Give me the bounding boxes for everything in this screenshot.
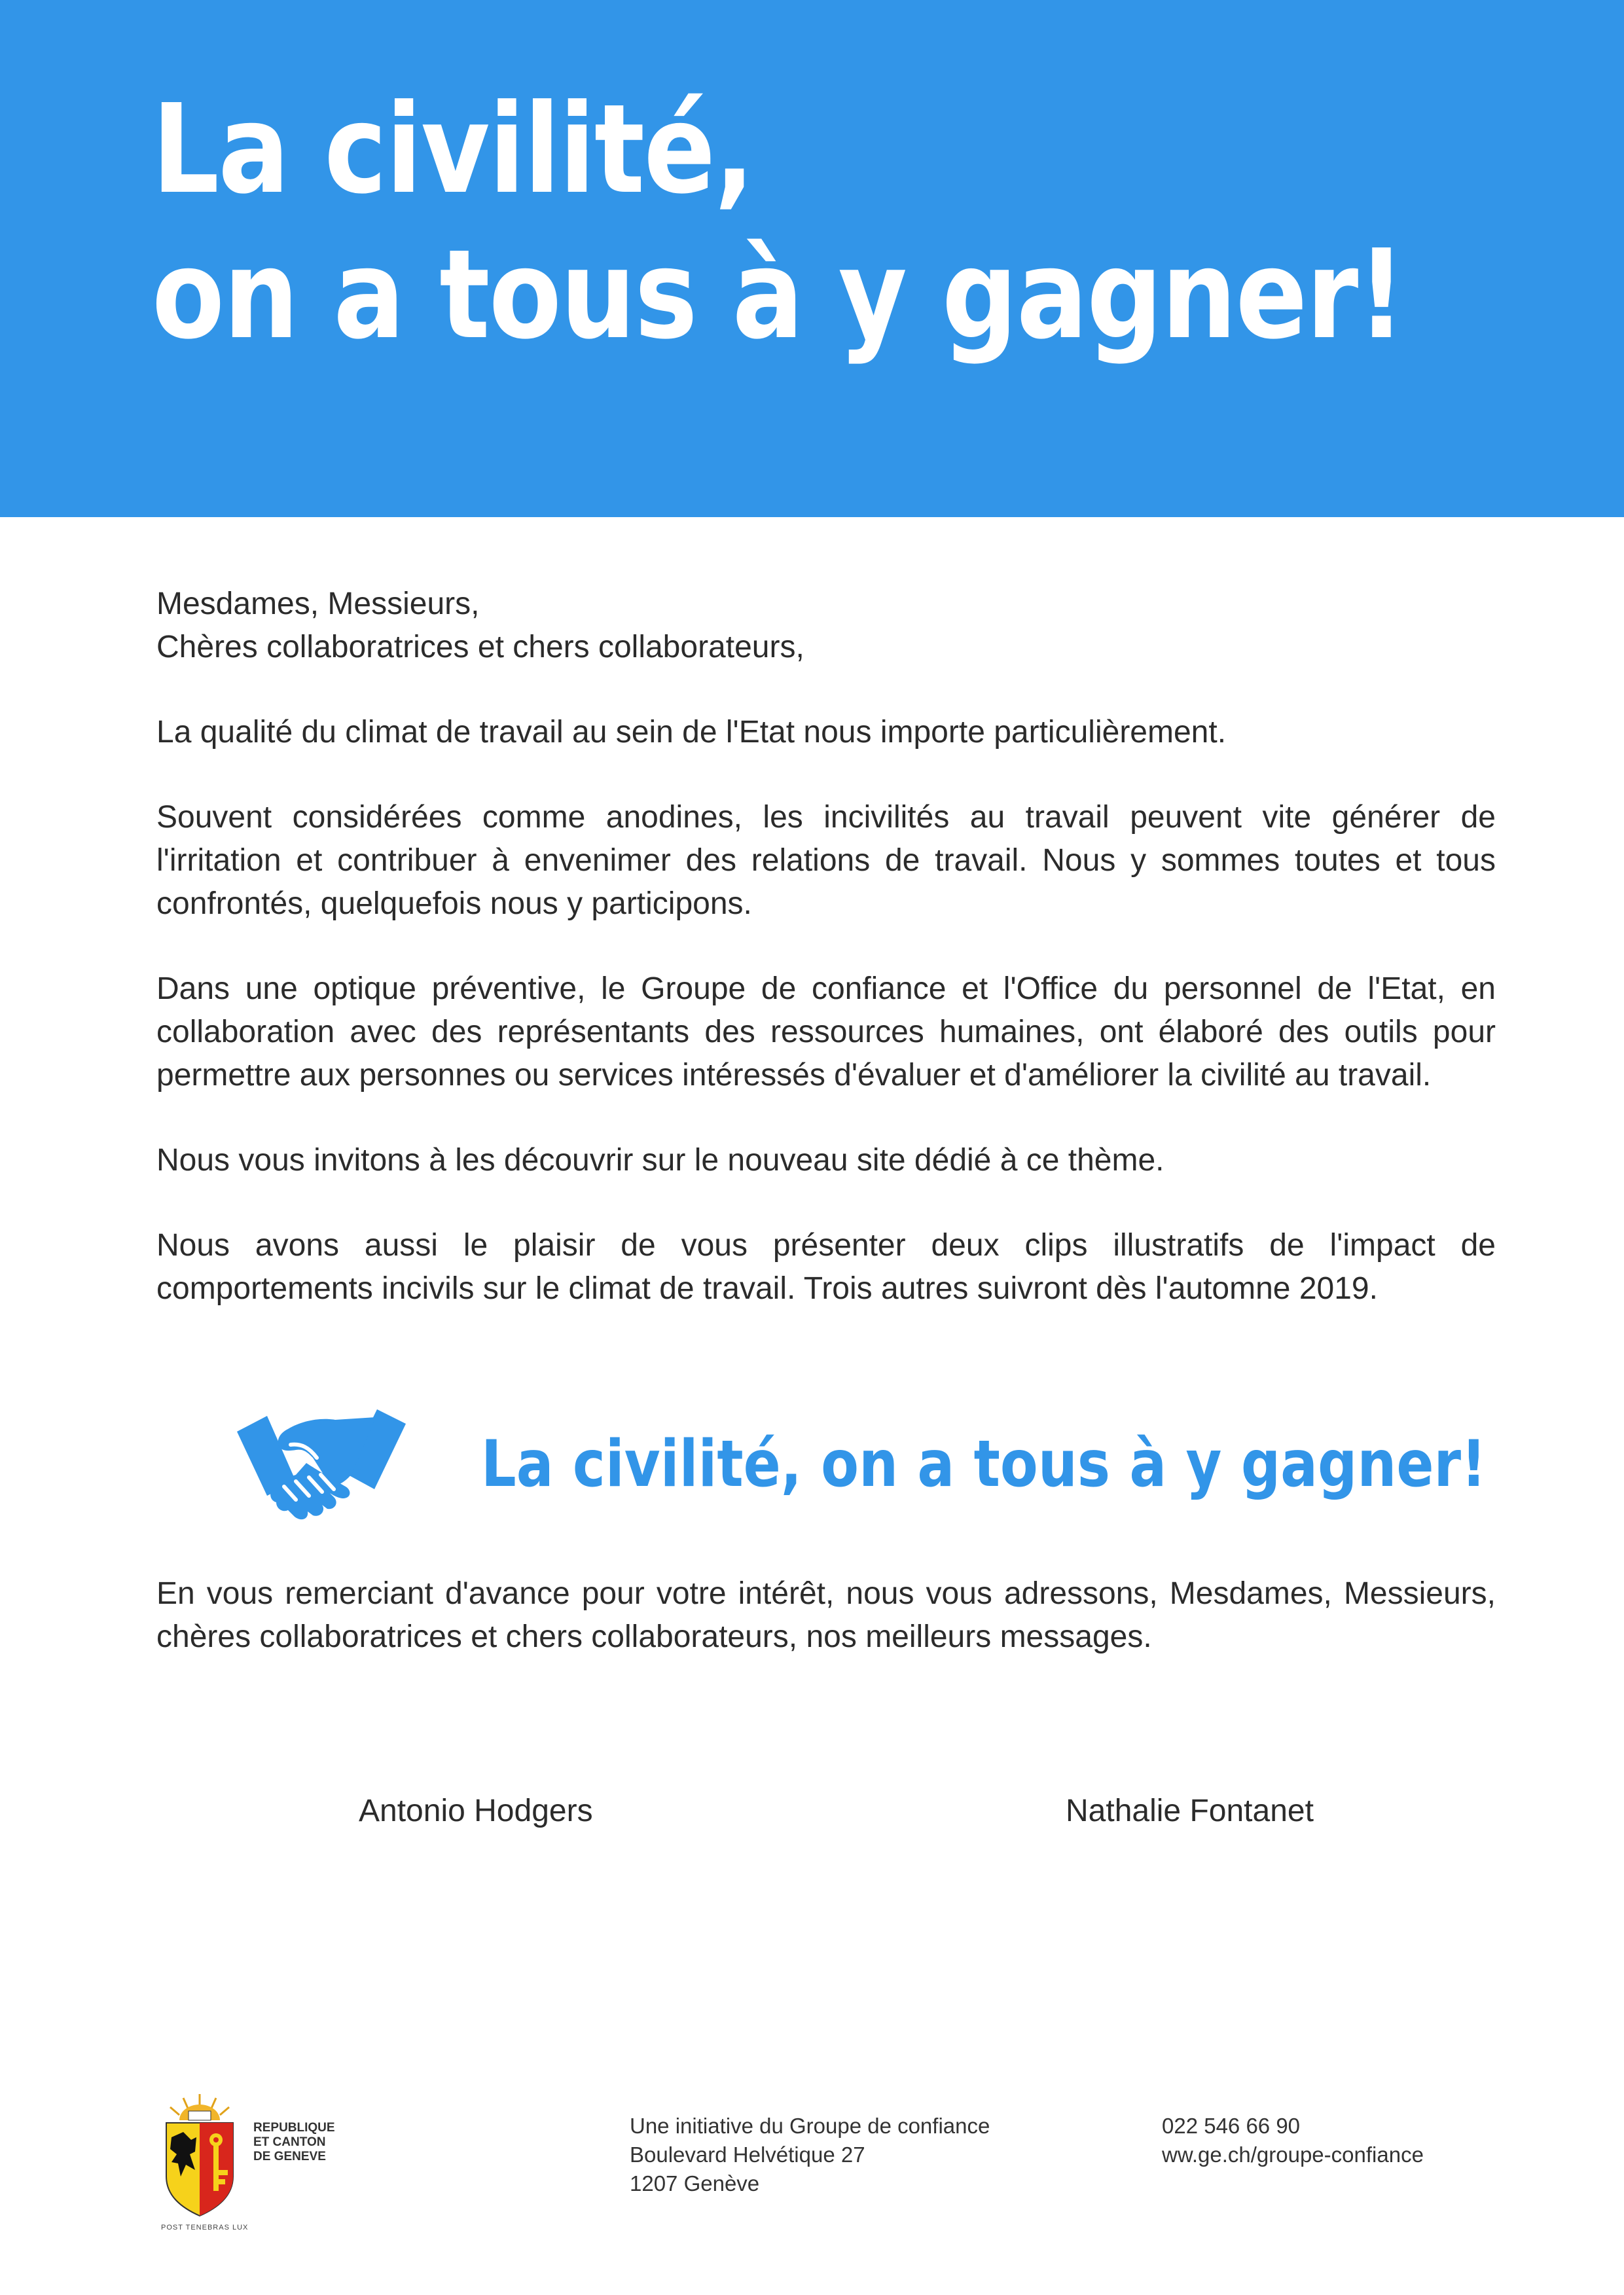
- paragraph-2: Souvent considérées comme anodines, les incivilités au travail peuvent vite générer de l'irritation et contribuer à envenimer des relations de travail. Nous y sommes toutes et tous confrontés, quelquefois nous y participons.: [156, 800, 1496, 921]
- letter-body: [156, 583, 1496, 1352]
- logo-motto: POST TENEBRAS LUX: [161, 2224, 249, 2232]
- closing-paragraph: En vous remerciant d'avance pour votre intérêt, nous vous adressons, Mesdames, Messieurs, chères collaboratrices et chers collaborateurs, nos meilleurs messages.: [156, 1576, 1496, 1654]
- logo-text: [253, 2121, 335, 2164]
- logo-line-1: REPUBLIQUE: [253, 2121, 335, 2135]
- address-line-3: 1207 Genève: [630, 2171, 760, 2196]
- salutation-line-1: Mesdames, Messieurs,: [156, 587, 480, 621]
- slogan-row: [236, 1398, 1512, 1535]
- address-line-2: Boulevard Helvétique 27: [630, 2142, 865, 2167]
- logo-line-2: ET CANTON: [253, 2135, 326, 2149]
- geneva-crest-icon: [157, 2091, 242, 2222]
- footer-contact: [1162, 2112, 1424, 2169]
- contact-website: ww.ge.ch/groupe-confiance: [1162, 2142, 1424, 2167]
- paragraph-1: La qualité du climat de travail au sein de l'Etat nous importe particulièrement.: [156, 715, 1227, 750]
- slogan-text: La civilité, on a tous à y gagner!: [481, 1427, 1487, 1502]
- republique-geneve-logo: [157, 2091, 353, 2235]
- header-banner: [0, 0, 1624, 517]
- handshake-icon: [236, 1398, 407, 1535]
- salutation: [156, 583, 1496, 669]
- contact-phone: 022 546 66 90: [1162, 2114, 1301, 2138]
- page-title: [152, 77, 1405, 368]
- paragraph-5: Nous avons aussi le plaisir de vous présenter deux clips illustratifs de l'impact de comportements incivils sur le climat de travail. Trois autres suivront dès l'automne 2019.: [156, 1228, 1496, 1306]
- signatory-left: Antonio Hodgers: [359, 1794, 593, 1828]
- address-line-1: Une initiative du Groupe de confiance: [630, 2114, 990, 2138]
- paragraph-3: Dans une optique préventive, le Groupe de confiance et l'Office du personnel de l'Etat, en collaboration avec des représentants des ressources humaines, ont élaboré des outils pour permettre aux personnes ou services intéressés d'évaluer et d'améliorer la civilité au travail.: [156, 971, 1496, 1093]
- logo-line-3: DE GENEVE: [253, 2150, 326, 2163]
- title-line-1: La civilité,: [152, 78, 754, 221]
- signatory-right: Nathalie Fontanet: [1066, 1794, 1314, 1828]
- footer-address: [630, 2112, 990, 2198]
- paragraph-4: Nous vous invitons à les découvrir sur le nouveau site dédié à ce thème.: [156, 1143, 1164, 1178]
- title-line-2: on a tous à y gagner!: [152, 223, 1405, 367]
- salutation-line-2: Chères collaboratrices et chers collaborateurs,: [156, 630, 804, 664]
